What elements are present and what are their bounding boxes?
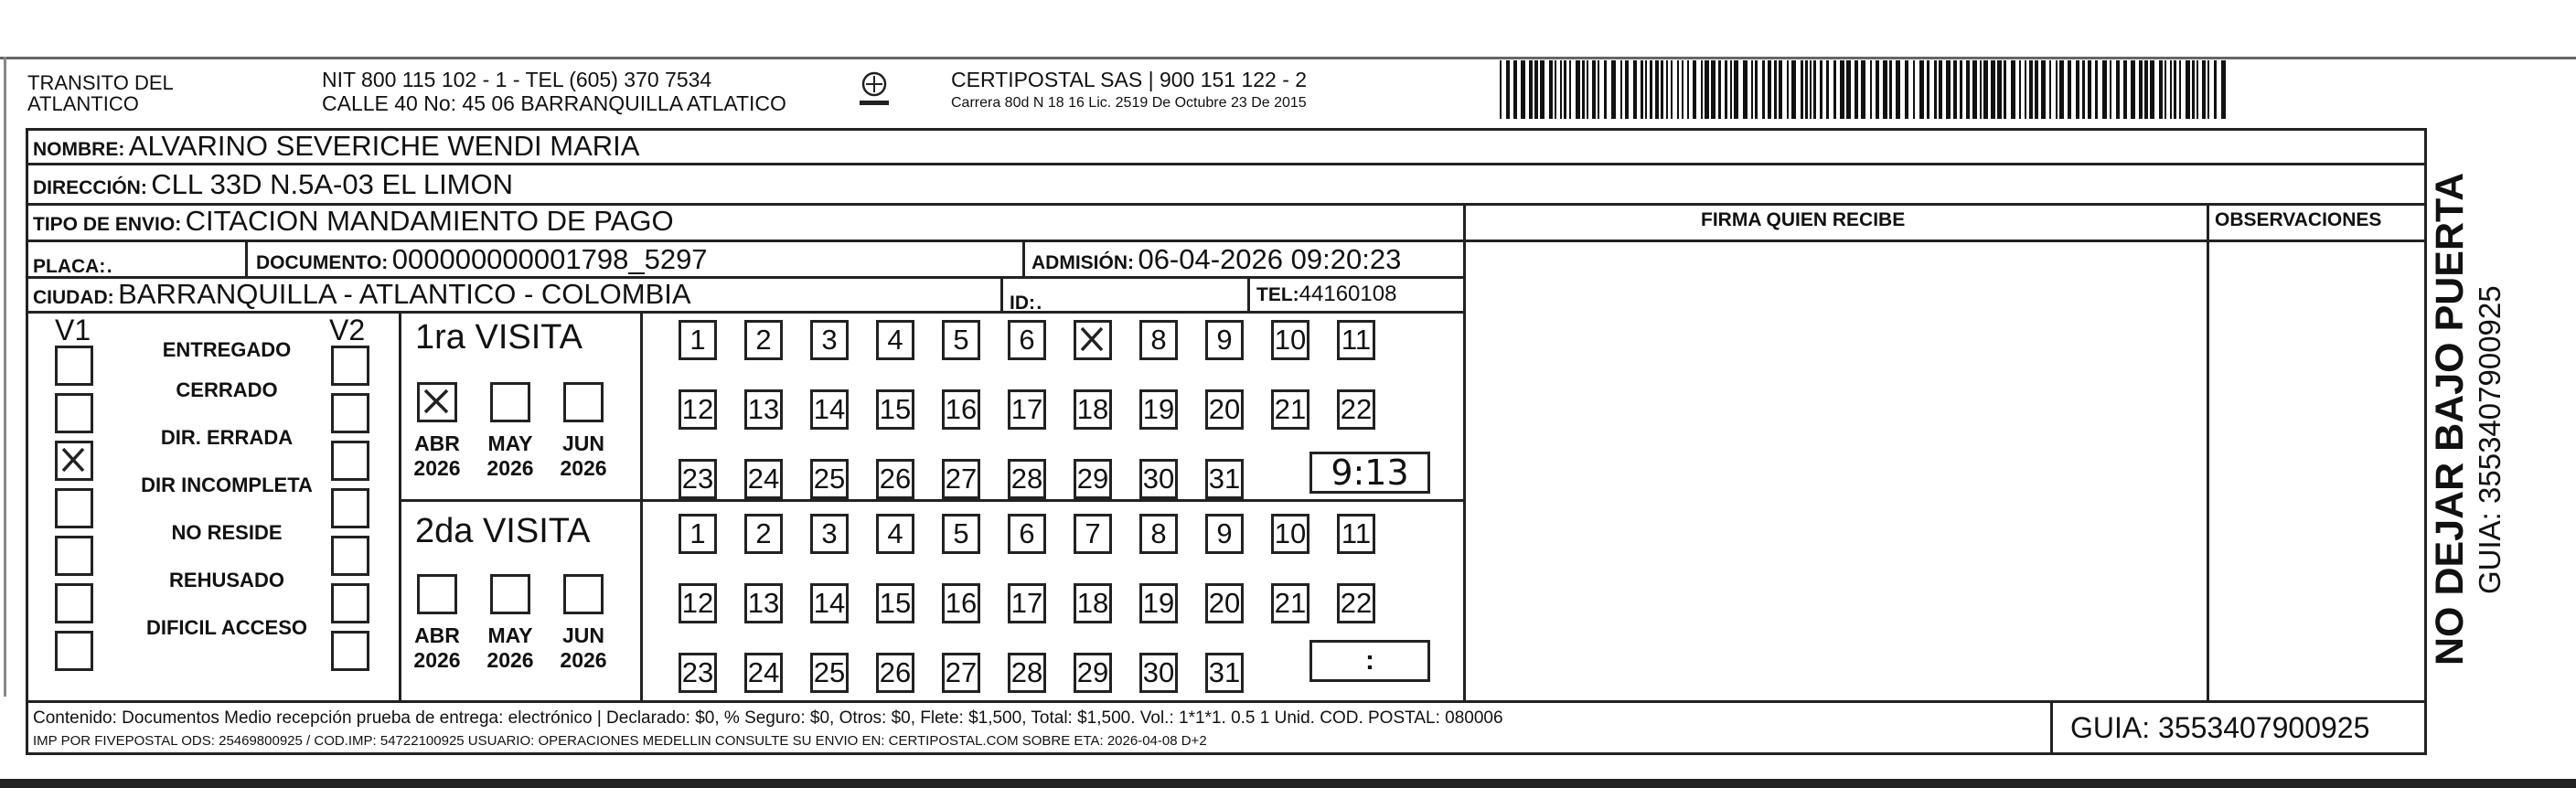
reason-label: DIFICIL ACCESO [145,616,308,639]
barcode-bar [2207,60,2209,119]
v2-checkbox[interactable] [331,631,369,671]
day-cell[interactable]: 11 [1337,320,1375,360]
left-edge [4,57,6,697]
month-name: MAY [487,431,533,455]
barcode-bar [2019,60,2021,119]
day-cell[interactable]: 12 [679,389,717,430]
barcode-bar [1677,60,1679,119]
barcode-bar [1980,60,1982,119]
day-cell[interactable]: 29 [1074,459,1112,499]
day-cell[interactable] [1074,320,1112,360]
day-cell[interactable]: 9 [1205,320,1244,360]
barcode-bar [2164,60,2166,119]
footer-impresion: IMP POR FIVEPOSTAL ODS: 25469800925 / COD.IMP: 54722100925 USUARIO: OPERACIONES MEDELLIN CONSULTE SU ENVIO EN: CERTIPOSTAL.COM SOBRE ETA: 2026-04-08 D+2 [33,733,1207,749]
barcode-bar [1687,60,1689,119]
no-dejar-bajo-puerta: NO DEJAR BAJO PUERTA [2428,172,2472,666]
reason-label: DIR INCOMPLETA [141,474,313,496]
day-cell[interactable]: 16 [942,583,980,623]
direccion-field: DIRECCIÓN: CLL 33D N.5A-03 EL LIMON [33,168,514,200]
documento-field: DOCUMENTO: 000000000001798_5297 [256,243,708,275]
barcode-bar [1625,60,1629,119]
firma-label: FIRMA QUIEN RECIBE [1701,209,1906,230]
month-name: ABR [414,623,460,647]
day-cell[interactable]: 26 [876,653,914,693]
v1-checkbox[interactable] [55,441,93,481]
day-cell[interactable]: 19 [1139,583,1178,623]
barcode-bar [1604,60,1607,119]
barcode-bar [1813,60,1816,119]
day-cell[interactable]: 20 [1205,583,1244,623]
barcode-bar [1598,60,1599,119]
barcode-bar [2150,60,2154,119]
day-cell[interactable]: 5 [942,514,980,554]
day-cell[interactable]: 6 [1008,320,1046,360]
nombre-field: NOMBRE: ALVARINO SEVERICHE WENDI MARIA [33,130,640,162]
barcode-bar [1833,60,1836,119]
barcode-bar [2049,60,2051,119]
month-year: 2026 [486,648,534,672]
top-edge [0,57,2576,59]
day-cell[interactable]: 31 [1205,459,1244,499]
v2-checkbox[interactable] [331,583,369,623]
barcode-bar [2056,60,2058,119]
barcode-bar [1896,60,1900,119]
barcode-bar [1705,60,1709,119]
barcode-bar [2174,60,2176,119]
reason-label: REHUSADO [169,569,284,591]
reason-label: NO RESIDE [171,521,283,544]
footer-guia: GUIA: 3553407900925 [2070,711,2370,744]
barcode-bar [1791,60,1796,119]
barcode-bar [1569,60,1571,119]
barcode-bar [2139,60,2143,119]
barcode-bar [1730,60,1732,119]
month-name: JUN [561,431,605,455]
barcode-bar [1966,60,1970,119]
day-cell[interactable]: 25 [810,653,849,693]
observaciones-area[interactable] [2209,240,2425,700]
entity-line2: ATLANTICO [27,92,139,115]
day-cell[interactable]: 1 [679,320,717,360]
barcode-bar [2004,60,2006,119]
barcode-bar [1611,60,1616,119]
barcode-bar [1671,60,1673,119]
first-visit-time[interactable]: 9:13 [1309,452,1430,494]
barcode-bar [2082,60,2085,119]
day-cell[interactable]: 16 [942,389,980,430]
barcode-bar [1905,60,1908,119]
barcode-bar [1549,60,1553,119]
v2-label: V2 [329,314,366,346]
day-cell[interactable]: 27 [942,459,980,499]
barcode-bar [1582,60,1585,119]
barcode-bar [2041,60,2046,119]
day-cell[interactable]: 11 [1337,514,1375,554]
month-name: MAY [487,623,533,647]
barcode-bar [2025,60,2026,119]
day-cell[interactable]: 15 [876,583,914,623]
barcode-bar [1500,60,1502,119]
day-cell[interactable]: 3 [810,514,849,554]
day-cell[interactable]: 8 [1139,320,1178,360]
month-year: 2026 [413,456,461,480]
day-cell[interactable]: 22 [1337,389,1375,430]
barcode-bar [1666,60,1668,119]
barcode-bar [2144,60,2148,119]
day-cell[interactable]: 17 [1008,583,1046,623]
day-cell[interactable]: 23 [679,459,717,499]
barcode-bar [1506,60,1510,119]
barcode-bar [2179,60,2181,119]
day-cell[interactable]: 14 [810,583,849,623]
tipo-envio-field: TIPO DE ENVIO: CITACION MANDAMIENTO DE PAGO [33,205,674,237]
day-cell[interactable]: 24 [744,459,783,499]
v1-checkbox[interactable] [55,488,93,528]
day-cell[interactable]: 17 [1008,389,1046,430]
barcode-bar [2102,60,2107,119]
footer-contenido: Contenido: Documentos Medio recepción prueba de entrega: electrónico | Declarado: $0, % Seguro: $0, Otros: $0, Flete: $1,500, Total: $1,500. Vol.: 1*1*1. 0.5 1 Unid. COD. POSTAL: 080006 [33,708,1503,728]
day-cell[interactable]: 14 [810,389,849,430]
barcode-bar [1540,60,1545,119]
month-year: 2026 [560,648,607,672]
side-guia: GUIA: 3553407900925 [2473,285,2507,594]
barcode-bar [1883,60,1887,119]
barcode-bar [1810,60,1812,119]
v1-checkbox[interactable] [55,346,93,386]
barcode-bar [2035,60,2038,119]
month-checkbox-may[interactable] [490,574,530,614]
barcode-bar [1725,60,1727,119]
barcode-bar [1972,60,1977,119]
day-cell[interactable]: 1 [679,514,717,554]
month-year: 2026 [560,456,607,480]
day-cell[interactable]: 10 [1271,320,1309,360]
barcode-bar [2131,60,2135,119]
day-cell[interactable]: 18 [1074,389,1112,430]
month-checkbox-abr[interactable] [417,382,457,422]
barcode-bar [1734,60,1738,119]
day-cell[interactable]: 30 [1139,653,1178,693]
barcode [1500,60,2231,119]
barcode-bar [2110,60,2111,119]
day-cell[interactable]: 2 [744,514,783,554]
day-cell[interactable]: 24 [744,653,783,693]
day-cell[interactable]: 7 [1074,514,1112,554]
barcode-bar [1682,60,1683,119]
day-cell[interactable]: 5 [942,320,980,360]
month-checkbox-jun[interactable] [563,382,604,422]
barcode-bar [1655,60,1659,119]
day-cell[interactable]: 22 [1337,583,1375,623]
day-cell[interactable]: 19 [1139,389,1178,430]
day-cell[interactable]: 27 [942,653,980,693]
day-cell[interactable]: 3 [810,320,849,360]
barcode-bar [1983,60,1988,119]
barcode-bar [2192,60,2195,119]
barcode-bar [1751,60,1753,119]
barcode-bar [2159,60,2163,119]
barcode-bar [2170,60,2172,119]
day-cell[interactable]: 21 [1271,389,1309,430]
v2-checkbox[interactable] [331,488,369,528]
barcode-bar [1861,60,1865,119]
month-year: 2026 [413,648,461,672]
admision-field: ADMISIÓN: 06-04-2026 09:20:23 [1031,243,1402,275]
day-cell[interactable]: 28 [1008,459,1046,499]
v2-checkbox[interactable] [331,393,369,433]
v1-label: V1 [55,314,91,346]
day-cell[interactable]: 4 [876,514,914,554]
barcode-bar [1755,60,1758,119]
month-label [486,433,533,479]
carrier-address: Carrera 80d N 18 16 Lic. 2519 De Octubre 23 De 2015 [951,95,1307,111]
bottom-edge [0,779,2576,788]
first-visit-label: 1ra VISITA [415,318,583,357]
barcode-bar [1840,60,1844,119]
barcode-bar [1743,60,1748,119]
day-cell[interactable]: 12 [679,583,717,623]
nit-line: NIT 800 115 102 - 1 - TEL (605) 370 7534 [322,68,712,91]
barcode-bar [1693,60,1696,119]
month-label [560,625,606,671]
barcode-bar [2095,60,2098,119]
barcode-bar [2011,60,2015,119]
observaciones-label: OBSERVACIONES [2215,209,2382,230]
barcode-bar [1650,60,1652,119]
barcode-bar [2186,60,2190,119]
barcode-bar [1576,60,1580,119]
barcode-bar [1534,60,1538,119]
second-visit-label: 2da VISITA [415,512,591,550]
barcode-bar [1762,60,1765,119]
month-name: JUN [561,623,605,647]
barcode-bar [2059,60,2064,119]
ciudad-field: CIUDAD: BARRANQUILLA - ATLANTICO - COLOMBIA [33,278,691,310]
day-cell[interactable]: 15 [876,389,914,430]
reason-label: DIR. ERRADA [160,426,294,449]
day-cell[interactable]: 30 [1139,459,1178,499]
barcode-bar [1919,60,1924,119]
day-cell[interactable]: 13 [744,583,783,623]
barcode-bar [2076,60,2079,119]
barcode-bar [1876,60,1879,119]
barcode-bar [2197,60,2198,119]
month-label [413,433,460,479]
barcode-bar [1521,60,1525,119]
day-cell[interactable]: 21 [1271,583,1309,623]
barcode-bar [2088,60,2091,119]
v1-checkbox[interactable] [55,583,93,623]
barcode-bar [1805,60,1808,119]
v2-checkbox[interactable] [331,346,369,386]
reason-label: CERRADO [176,378,278,401]
barcode-bar [1718,60,1721,119]
address-line: CALLE 40 No: 45 06 BARRANQUILLA ATLATICO [322,91,786,115]
placa-field: PLACA:. [33,247,113,279]
barcode-bar [1641,60,1643,119]
barcode-bar [1701,60,1703,119]
barcode-bar [1661,60,1663,119]
tel-field: TEL:44160108 [1256,282,1397,306]
barcode-bar [1787,60,1789,119]
barcode-bar [2029,60,2033,119]
barcode-bar [1889,60,1892,119]
day-cell[interactable]: 25 [810,459,849,499]
reason-label: ENTREGADO [162,338,292,361]
barcode-bar [1645,60,1647,119]
day-cell[interactable]: 9 [1205,514,1244,554]
month-year: 2026 [486,456,534,480]
day-cell[interactable]: 18 [1074,583,1112,623]
barcode-bar [1587,60,1588,119]
barcode-bar [1620,60,1622,119]
v2-checkbox[interactable] [331,441,369,481]
barcode-bar [1846,60,1851,119]
month-checkbox-abr[interactable] [417,574,457,614]
barcode-bar [1927,60,1929,119]
month-label [560,433,606,479]
day-cell[interactable]: 29 [1074,653,1112,693]
barcode-bar [1913,60,1915,119]
barcode-bar [1555,60,1556,119]
day-cell[interactable]: 26 [876,459,914,499]
month-name: ABR [414,431,460,455]
day-cell[interactable]: 23 [679,653,717,693]
day-cell[interactable]: 31 [1205,653,1244,693]
month-checkbox-may[interactable] [490,382,530,422]
barcode-bar [1826,60,1829,119]
second-visit-time[interactable]: : [1309,640,1430,682]
barcode-bar [2116,60,2120,119]
barcode-bar [1934,60,1937,119]
barcode-bar [1560,60,1562,119]
barcode-bar [1820,60,1822,119]
barcode-bar [1592,60,1596,119]
barcode-bar [1801,60,1803,119]
month-label [413,625,460,671]
v1-checkbox[interactable] [55,393,93,433]
barcode-bar [1946,60,1951,119]
barcode-bar [1768,60,1771,119]
carrier-line: CERTIPOSTAL SAS | 900 151 122 - 2 [951,68,1308,91]
day-cell[interactable]: 20 [1205,389,1244,430]
v2-checkbox[interactable] [331,536,369,576]
day-cell[interactable]: 28 [1008,653,1046,693]
barcode-bar [2214,60,2217,119]
barcode-bar [1774,60,1777,119]
v1-checkbox[interactable] [55,536,93,576]
barcode-bar [2123,60,2127,119]
barcode-bar [1960,60,1962,119]
day-cell[interactable]: 13 [744,389,783,430]
signature-area[interactable] [1466,240,2205,700]
barcode-bar [1953,60,1957,119]
barcode-bar [1855,60,1858,119]
barcode-bar [1711,60,1716,119]
barcode-bar [2202,60,2206,119]
barcode-bar [1870,60,1872,119]
barcode-bar [1997,60,2002,119]
barcode-bar [1564,60,1566,119]
barcode-bar [1633,60,1637,119]
barcode-bar [1991,60,1995,119]
barcode-bar [2068,60,2071,119]
day-cell[interactable]: 6 [1008,514,1046,554]
day-cell[interactable]: 2 [744,320,783,360]
barcode-bar [2221,60,2226,119]
month-label [486,625,533,671]
barcode-bar [1529,60,1533,119]
barcode-bar [1779,60,1782,119]
barcode-bar [1513,60,1517,119]
day-cell[interactable]: 8 [1139,514,1178,554]
day-cell[interactable]: 4 [876,320,914,360]
certipostal-logo-icon [858,69,891,110]
id-field: ID:. [1010,283,1043,315]
month-checkbox-jun[interactable] [563,574,604,614]
v1-checkbox[interactable] [55,631,93,671]
day-cell[interactable]: 10 [1271,514,1309,554]
barcode-bar [1939,60,1942,119]
entity-line1: TRANSITO DEL [27,71,174,94]
